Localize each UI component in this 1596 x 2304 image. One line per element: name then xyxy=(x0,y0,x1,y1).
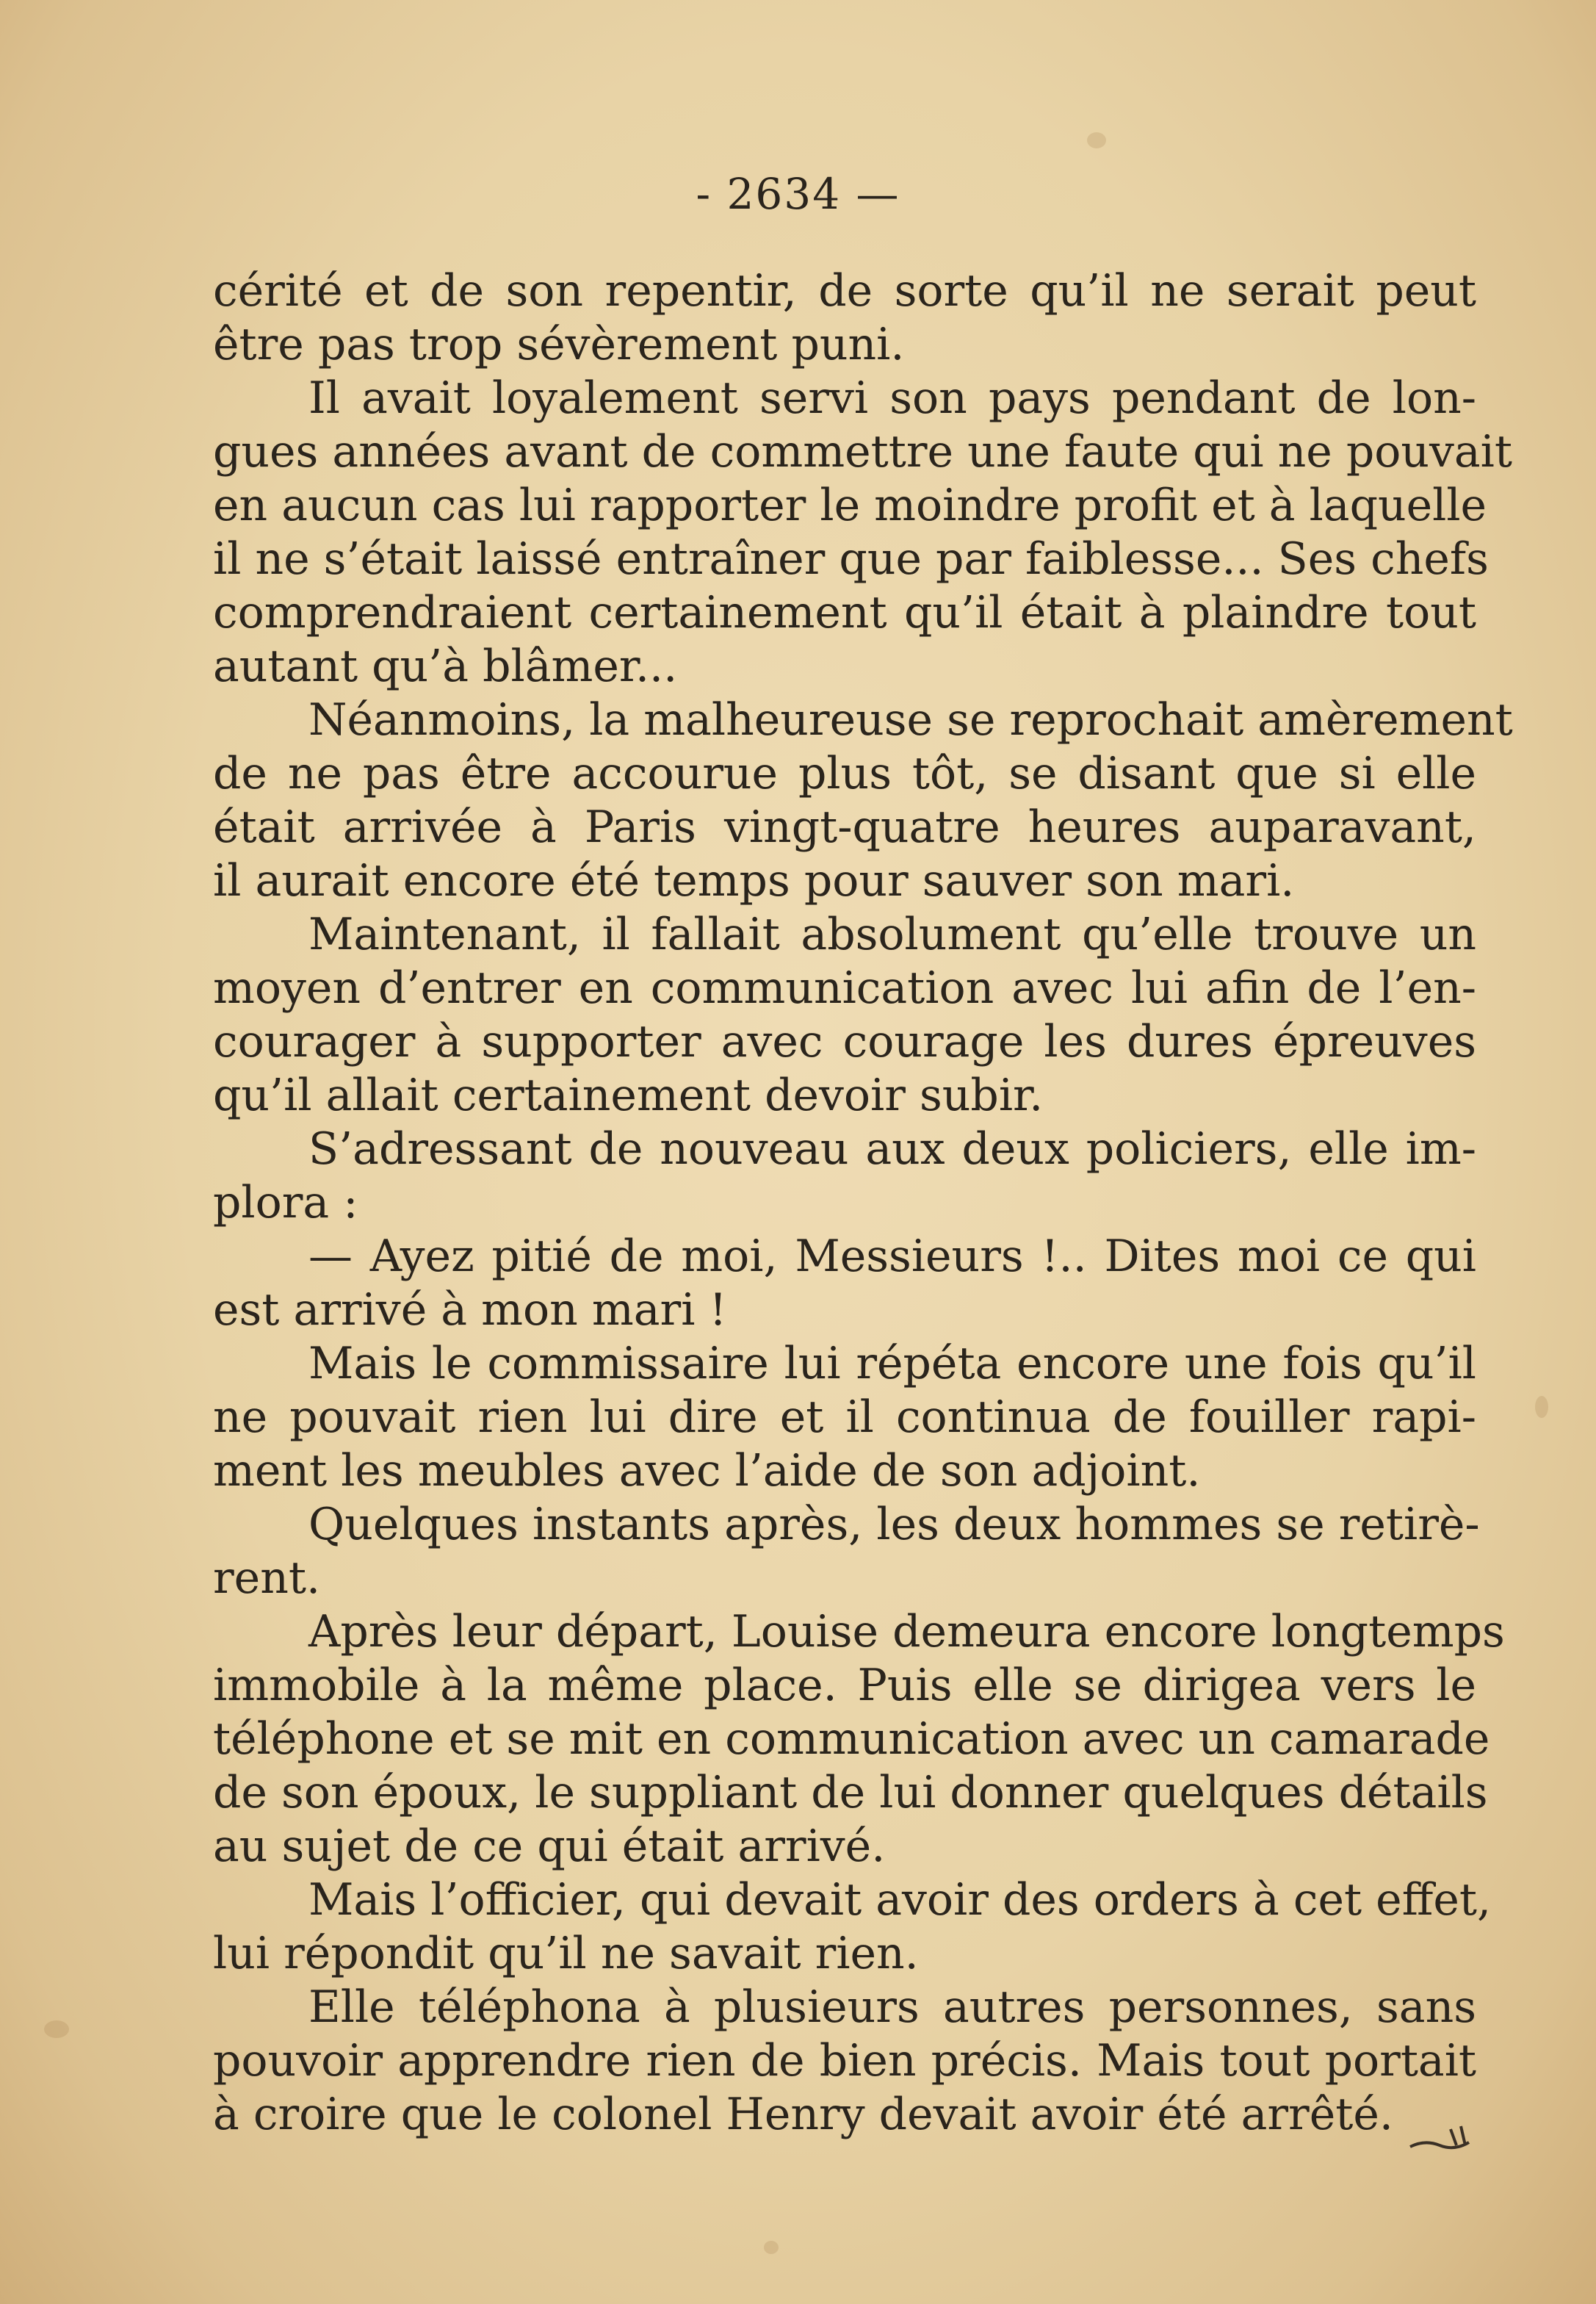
text-line: lui répondit qu’il ne savait rien. xyxy=(213,1928,919,1979)
paper-stain xyxy=(44,2020,69,2038)
text-line: pouvoir apprendre rien de bien précis. Mais tout portait xyxy=(213,2035,1476,2087)
text-line: de ne pas être accourue plus tôt, se disant que si elle xyxy=(213,748,1476,799)
text-line: Il avait loyalement servi son pays pendant de lon- xyxy=(308,372,1476,424)
text-line: ment les meubles avec l’aide de son adjoint. xyxy=(213,1445,1201,1497)
text-line: courager à supporter avec courage les dures épreuves xyxy=(213,1016,1476,1068)
text-line: Après leur départ, Louise demeura encore longtemps xyxy=(308,1606,1505,1657)
text-line: au sujet de ce qui était arrivé. xyxy=(213,1821,886,1872)
text-line: à croire que le colonel Henry devait avoir été arrêté. xyxy=(213,2089,1393,2140)
paper-stain xyxy=(764,2241,779,2254)
text-line: cérité et de son repentir, de sorte qu’il ne serait peut xyxy=(213,265,1476,317)
text-line: immobile à la même place. Puis elle se dirigea vers le xyxy=(213,1660,1476,1711)
text-line: il ne s’était laissé entraîner que par faiblesse... Ses chefs xyxy=(213,533,1489,585)
end-ornament-icon xyxy=(1407,2123,1473,2153)
text-line: est arrivé à mon mari ! xyxy=(213,1284,727,1336)
body-text xyxy=(213,264,1513,2142)
text-line: S’adressant de nouveau aux deux policiers, elle im- xyxy=(308,1123,1476,1175)
text-line: Mais le commissaire lui répéta encore une fois qu’il xyxy=(308,1338,1476,1389)
text-line: qu’il allait certainement devoir subir. xyxy=(213,1070,1044,1121)
text-line: gues années avant de commettre une faute qui ne pouvait xyxy=(213,426,1512,478)
text-line: téléphone et se mit en communication avec un camarade xyxy=(213,1713,1490,1765)
text-line: en aucun cas lui rapporter le moindre profit et à laquelle xyxy=(213,480,1487,531)
text-line: ne pouvait rien lui dire et il continua de fouiller rapi- xyxy=(213,1392,1476,1443)
text-line: Elle téléphona à plusieurs autres personnes, sans xyxy=(308,1981,1476,2033)
text-line: plora : xyxy=(213,1177,358,1228)
text-line: était arrivée à Paris vingt-quatre heures auparavant, xyxy=(213,802,1476,853)
text-line: Maintenant, il fallait absolument qu’elle trouve un xyxy=(308,909,1476,960)
text-line: de son époux, le suppliant de lui donner quelques détails xyxy=(213,1767,1488,1818)
paper-stain xyxy=(1535,1396,1548,1418)
text-line: — Ayez pitié de moi, Messieurs !.. Dites moi ce qui xyxy=(308,1231,1476,1282)
paper-stain xyxy=(1087,132,1106,148)
text-line: Quelques instants après, les deux hommes se retirè- xyxy=(308,1499,1480,1550)
text-line: comprendraient certainement qu’il était à plaindre tout xyxy=(213,587,1476,638)
page-number: - 2634 — xyxy=(696,169,900,219)
text-line: Néanmoins, la malheureuse se reprochait amèrement xyxy=(308,694,1513,746)
text-line: moyen d’entrer en communication avec lui afin de l’en- xyxy=(213,962,1476,1014)
text-line: autant qu’à blâmer... xyxy=(213,641,678,692)
text-line: Mais l’officier, qui devait avoir des orders à cet effet, xyxy=(308,1874,1492,1926)
text-line: il aurait encore été temps pour sauver son mari. xyxy=(213,855,1295,907)
text-line: être pas trop sévèrement puni. xyxy=(213,319,905,370)
text-line: rent. xyxy=(213,1552,321,1604)
